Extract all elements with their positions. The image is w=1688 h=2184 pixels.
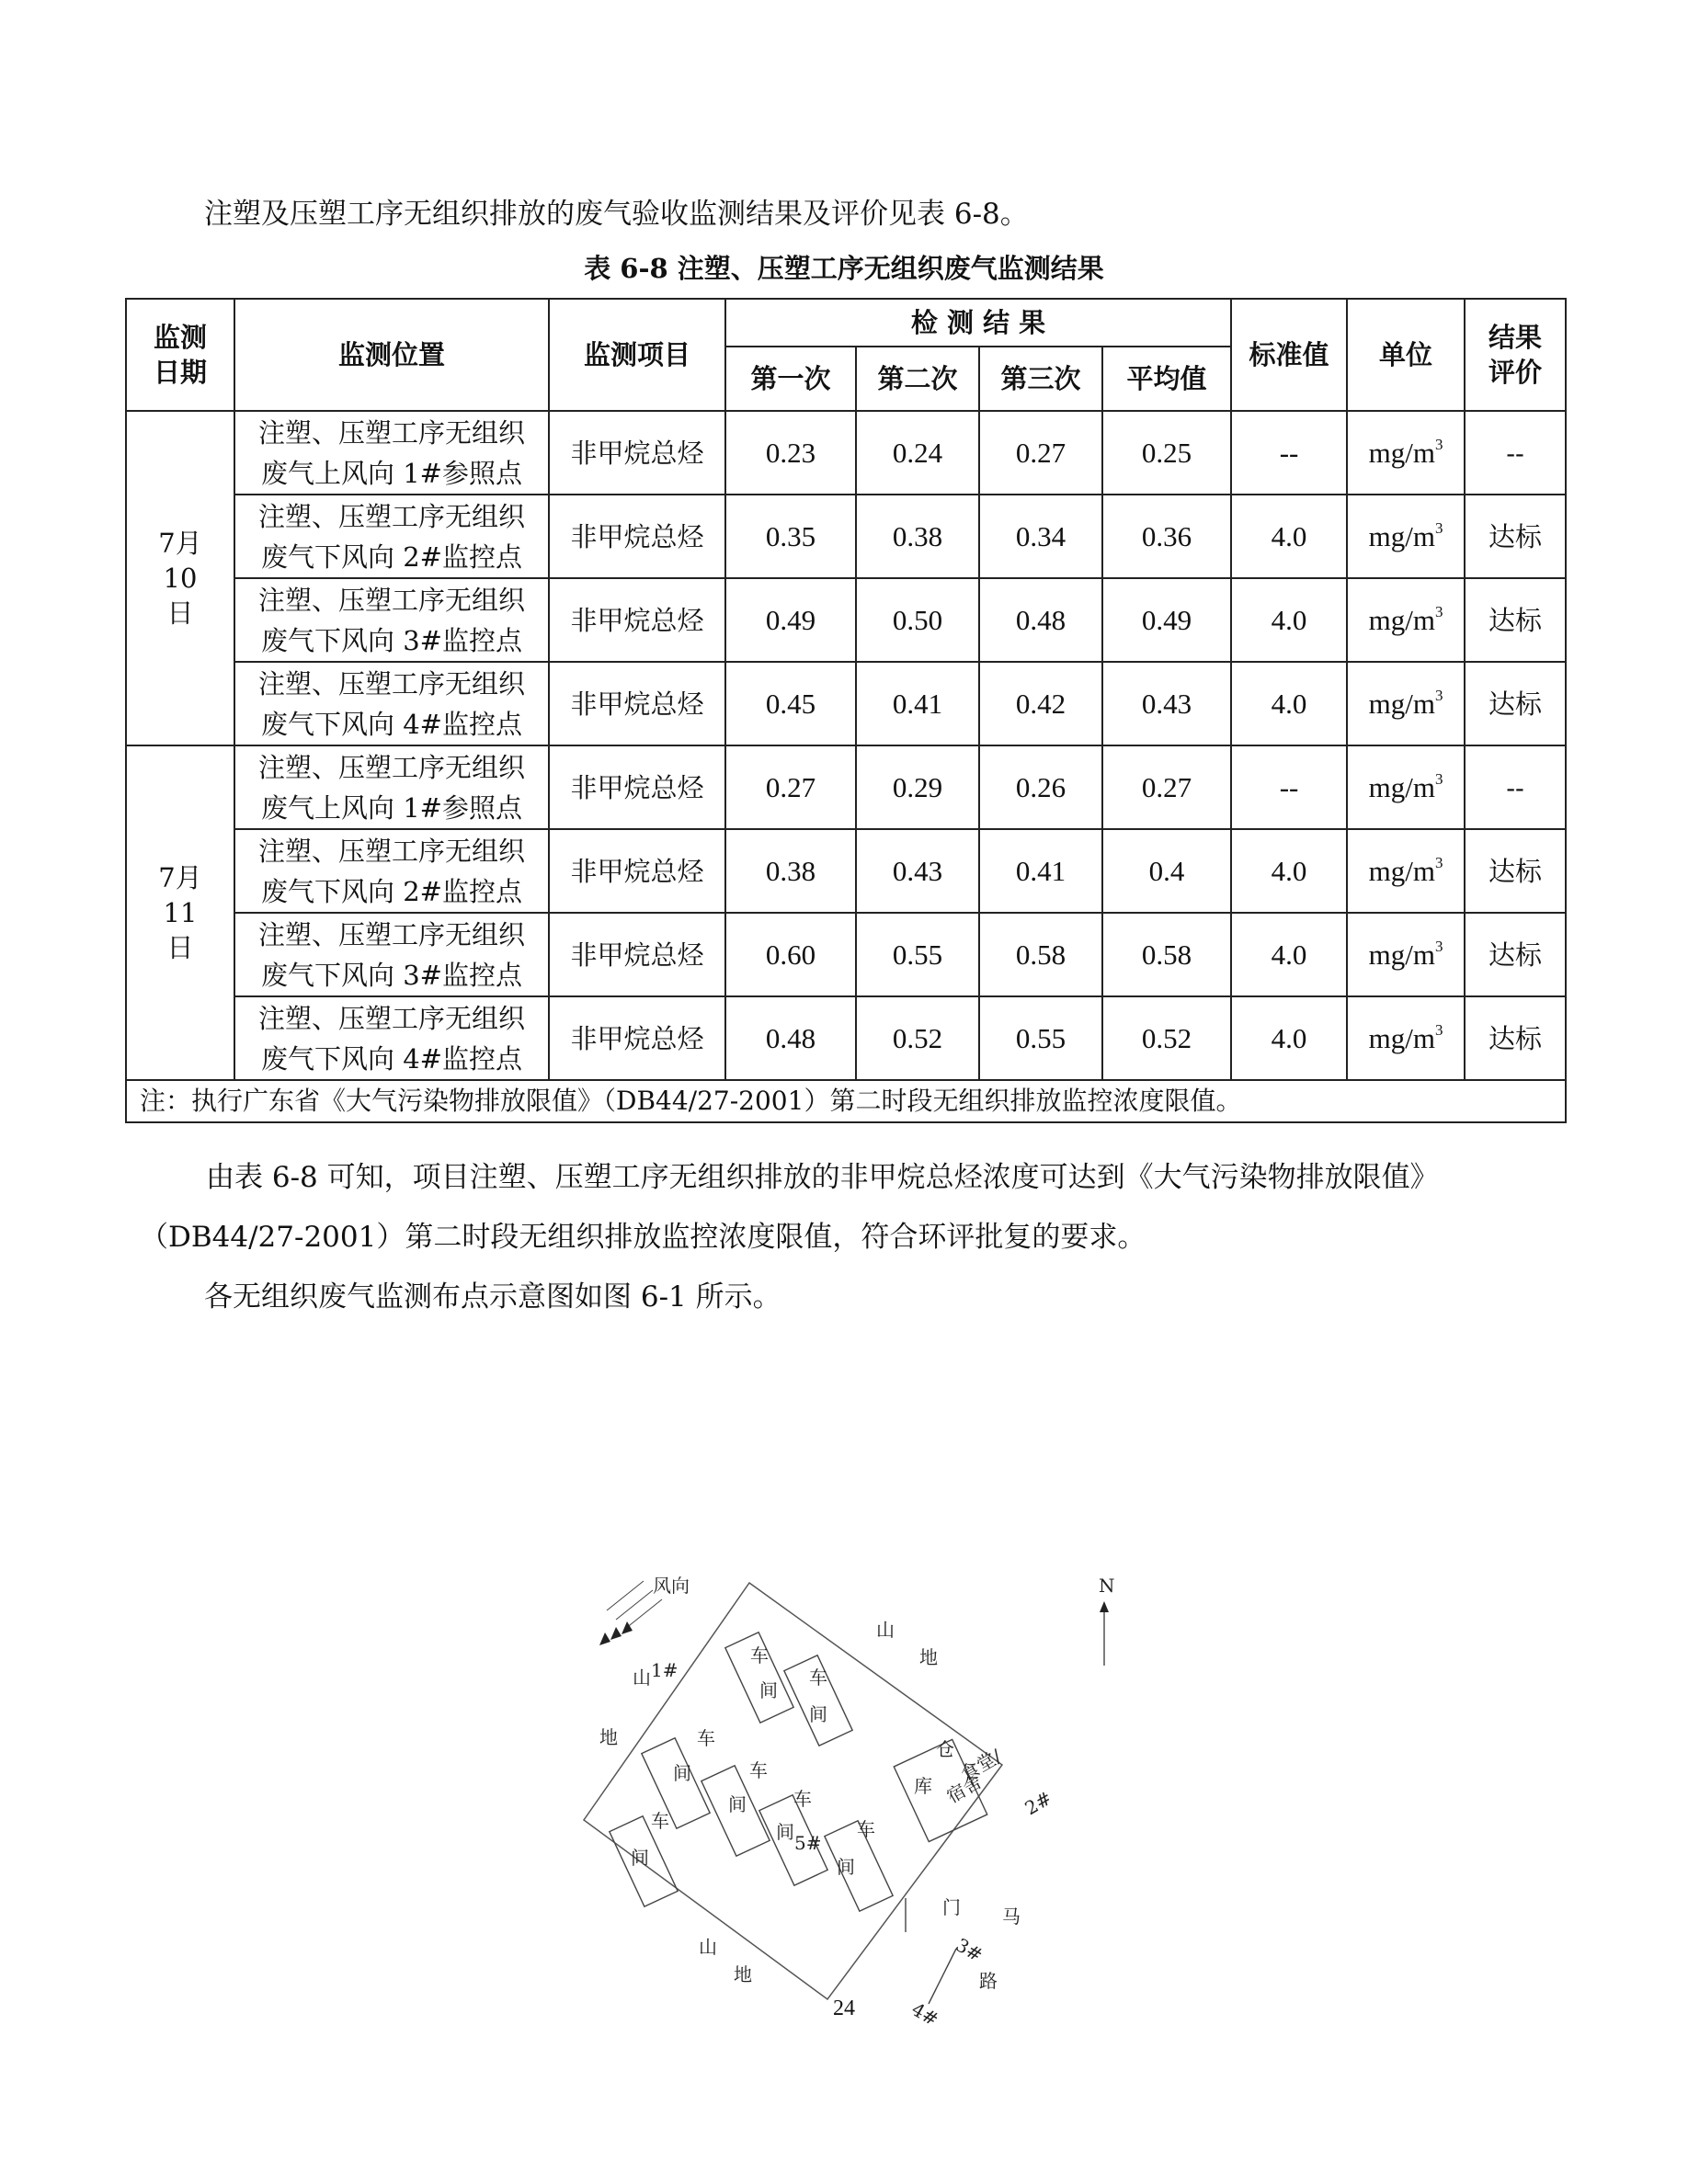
unit-text: mg/m bbox=[1368, 603, 1435, 636]
third-value-cell: 0.27 bbox=[979, 411, 1102, 495]
warehouse-b: 库 bbox=[914, 1775, 932, 1797]
unit-superscript: 3 bbox=[1434, 1020, 1443, 1039]
point-3-label: 3# bbox=[952, 1933, 987, 1967]
position-cell bbox=[234, 745, 549, 829]
unit-superscript: 3 bbox=[1434, 769, 1443, 788]
unit-superscript: 3 bbox=[1434, 853, 1443, 871]
position-line-2: 废气下风向 3#监控点 bbox=[261, 959, 522, 991]
position-line-2: 废气下风向 4#监控点 bbox=[261, 708, 522, 740]
first-value-cell: 0.27 bbox=[725, 745, 856, 829]
point-4-label: 4# bbox=[907, 1997, 943, 2031]
table-caption: 表 6-8 注塑、压塑工序无组织废气监测结果 bbox=[584, 253, 1104, 284]
position-line-2: 废气上风向 1#参照点 bbox=[261, 457, 522, 489]
page-number: 24 bbox=[833, 1996, 855, 2020]
first-value-cell: 0.48 bbox=[725, 996, 856, 1080]
point-5-label: 5# bbox=[794, 1832, 822, 1854]
evaluation-cell: -- bbox=[1465, 745, 1566, 829]
unit-superscript: 3 bbox=[1434, 435, 1443, 453]
mountain-label-1: 山 bbox=[633, 1666, 651, 1689]
first-value-cell: 0.45 bbox=[725, 662, 856, 745]
unit-cell bbox=[1347, 578, 1465, 662]
header-evaluation: 结果评价 bbox=[1465, 299, 1566, 411]
unit-text: mg/m bbox=[1368, 687, 1435, 720]
position-line-1: 注塑、压塑工序无组织 bbox=[257, 584, 525, 616]
item-cell: 非甲烷总烃 bbox=[549, 578, 725, 662]
third-value-cell: 0.55 bbox=[979, 996, 1102, 1080]
date-cell: 7月11日 bbox=[126, 745, 234, 1080]
position-line-1: 注塑、压塑工序无组织 bbox=[257, 500, 525, 532]
unit-cell bbox=[1347, 495, 1465, 578]
road-label-a: 马 bbox=[1002, 1905, 1021, 1928]
first-value-cell: 0.49 bbox=[725, 578, 856, 662]
average-cell: 0.58 bbox=[1102, 913, 1231, 996]
workshop-3-a: 车 bbox=[697, 1727, 715, 1749]
standard-cell: 4.0 bbox=[1231, 662, 1347, 745]
third-value-cell: 0.34 bbox=[979, 495, 1102, 578]
road-label-b: 路 bbox=[979, 1970, 998, 1992]
position-cell bbox=[234, 996, 549, 1080]
second-value-cell: 0.55 bbox=[856, 913, 979, 996]
standard-cell: 4.0 bbox=[1231, 495, 1347, 578]
header-third: 第三次 bbox=[979, 347, 1102, 411]
position-line-2: 废气下风向 2#监控点 bbox=[261, 875, 522, 907]
item-cell: 非甲烷总烃 bbox=[549, 495, 725, 578]
note-row bbox=[126, 1080, 1566, 1122]
average-cell: 0.36 bbox=[1102, 495, 1231, 578]
second-value-cell: 0.50 bbox=[856, 578, 979, 662]
header-item: 监测项目 bbox=[549, 299, 725, 411]
average-cell: 0.25 bbox=[1102, 411, 1231, 495]
header-standard: 标准值 bbox=[1231, 299, 1347, 411]
workshop-1-b: 间 bbox=[759, 1679, 778, 1701]
position-line-2: 废气下风向 4#监控点 bbox=[261, 1042, 522, 1075]
unit-superscript: 3 bbox=[1434, 518, 1443, 537]
workshop-2-b: 间 bbox=[809, 1703, 827, 1725]
unit-superscript: 3 bbox=[1434, 602, 1443, 620]
item-cell: 非甲烷总烃 bbox=[549, 913, 725, 996]
unit-cell bbox=[1347, 913, 1465, 996]
unit-text: mg/m bbox=[1368, 1021, 1435, 1054]
wind-arrow-icon-2 bbox=[610, 1627, 622, 1640]
second-value-cell: 0.29 bbox=[856, 745, 979, 829]
unit-cell bbox=[1347, 745, 1465, 829]
position-line-1: 注塑、压塑工序无组织 bbox=[257, 918, 525, 950]
workshop-5-a: 车 bbox=[793, 1788, 812, 1810]
third-value-cell: 0.42 bbox=[979, 662, 1102, 745]
position-line-1: 注塑、压塑工序无组织 bbox=[257, 751, 525, 783]
standard-cell: 4.0 bbox=[1231, 578, 1347, 662]
position-line-1: 注塑、压塑工序无组织 bbox=[257, 835, 525, 867]
unit-text: mg/m bbox=[1368, 436, 1435, 469]
standard-cell: 4.0 bbox=[1231, 996, 1347, 1080]
standard-cell: 4.0 bbox=[1231, 829, 1347, 913]
position-cell bbox=[234, 578, 549, 662]
canteen-b: 宿舍 bbox=[942, 1769, 987, 1808]
wind-label: 风向 bbox=[653, 1575, 690, 1597]
road-line bbox=[929, 1949, 956, 2004]
evaluation-cell: 达标 bbox=[1465, 913, 1566, 996]
unit-text: mg/m bbox=[1368, 519, 1435, 552]
position-line-2: 废气上风向 1#参照点 bbox=[261, 791, 522, 824]
workshop-7-a: 车 bbox=[651, 1810, 669, 1832]
header-first: 第一次 bbox=[725, 347, 856, 411]
table-row bbox=[126, 829, 1566, 913]
table-row bbox=[126, 411, 1566, 495]
evaluation-cell: 达标 bbox=[1465, 829, 1566, 913]
item-cell: 非甲烷总烃 bbox=[549, 745, 725, 829]
gate-label: 门 bbox=[942, 1896, 961, 1918]
workshop-3-b: 间 bbox=[673, 1762, 691, 1784]
mountain-label-2: 山 bbox=[876, 1619, 895, 1641]
evaluation-cell: 达标 bbox=[1465, 495, 1566, 578]
header-results: 检 测 结 果 bbox=[725, 299, 1231, 347]
header-second: 第二次 bbox=[856, 347, 979, 411]
workshop-1-a: 车 bbox=[750, 1644, 769, 1666]
item-cell: 非甲烷总烃 bbox=[549, 662, 725, 745]
wind-arrow-icon-1 bbox=[599, 1632, 610, 1645]
item-cell: 非甲烷总烃 bbox=[549, 996, 725, 1080]
position-cell bbox=[234, 411, 549, 495]
workshop-6-a: 车 bbox=[857, 1818, 875, 1840]
third-value-cell: 0.48 bbox=[979, 578, 1102, 662]
position-cell bbox=[234, 662, 549, 745]
first-value-cell: 0.35 bbox=[725, 495, 856, 578]
table-row bbox=[126, 745, 1566, 829]
conclusion-paragraph: 由表 6-8 可知，项目注塑、压塑工序无组织排放的非甲烷总烃浓度可达到《大气污染物排放限值》（DB44/27-2001）第二时段无组织排放监控浓度限值，符合环评批复的要求。 bbox=[140, 1161, 1439, 1254]
point-1-label: 1# bbox=[651, 1659, 679, 1681]
header-position: 监测位置 bbox=[234, 299, 549, 411]
header-row bbox=[126, 299, 1566, 347]
position-cell bbox=[234, 495, 549, 578]
table-note: 注：执行广东省《大气污染物排放限值》（DB44/27-2001）第二时段无组织排放监控浓度限值。 bbox=[126, 1080, 1566, 1122]
header-average: 平均值 bbox=[1102, 347, 1231, 411]
figure-intro-paragraph: 各无组织废气监测布点示意图如图 6-1 所示。 bbox=[204, 1280, 781, 1314]
workshop-6-b: 间 bbox=[837, 1856, 855, 1878]
table-row bbox=[126, 578, 1566, 662]
workshop-4-a: 车 bbox=[749, 1759, 768, 1781]
position-cell bbox=[234, 829, 549, 913]
canteen-a: 食堂/ bbox=[956, 1745, 1005, 1786]
wind-line-2 bbox=[616, 1590, 653, 1620]
land-label-3: 地 bbox=[734, 1963, 752, 1985]
evaluation-cell: 达标 bbox=[1465, 578, 1566, 662]
table-row bbox=[126, 495, 1566, 578]
evaluation-cell: 达标 bbox=[1465, 996, 1566, 1080]
table-row bbox=[126, 662, 1566, 745]
table-row bbox=[126, 996, 1566, 1080]
unit-text: mg/m bbox=[1368, 770, 1435, 803]
second-value-cell: 0.52 bbox=[856, 996, 979, 1080]
third-value-cell: 0.26 bbox=[979, 745, 1102, 829]
header-unit: 单位 bbox=[1347, 299, 1465, 411]
position-line-1: 注塑、压塑工序无组织 bbox=[257, 667, 525, 700]
second-value-cell: 0.24 bbox=[856, 411, 979, 495]
date-cell: 7月10日 bbox=[126, 411, 234, 745]
position-line-1: 注塑、压塑工序无组织 bbox=[257, 416, 525, 449]
second-value-cell: 0.41 bbox=[856, 662, 979, 745]
position-line-1: 注塑、压塑工序无组织 bbox=[257, 1002, 525, 1034]
workshop-7-b: 间 bbox=[631, 1847, 649, 1869]
unit-superscript: 3 bbox=[1434, 686, 1443, 704]
point-2-label: 2# bbox=[1021, 1786, 1056, 1820]
second-value-cell: 0.38 bbox=[856, 495, 979, 578]
second-value-cell: 0.43 bbox=[856, 829, 979, 913]
position-line-2: 废气下风向 3#监控点 bbox=[261, 624, 522, 656]
first-value-cell: 0.60 bbox=[725, 913, 856, 996]
unit-cell bbox=[1347, 662, 1465, 745]
unit-cell bbox=[1347, 829, 1465, 913]
item-cell: 非甲烷总烃 bbox=[549, 411, 725, 495]
standard-cell: -- bbox=[1231, 411, 1347, 495]
unit-superscript: 3 bbox=[1434, 937, 1443, 955]
unit-text: mg/m bbox=[1368, 938, 1435, 971]
average-cell: 0.4 bbox=[1102, 829, 1231, 913]
evaluation-cell: -- bbox=[1465, 411, 1566, 495]
mountain-label-3: 山 bbox=[699, 1936, 717, 1958]
third-value-cell: 0.41 bbox=[979, 829, 1102, 913]
unit-cell bbox=[1347, 996, 1465, 1080]
intro-paragraph: 注塑及压塑工序无组织排放的废气验收监测结果及评价见表 6-8。 bbox=[204, 198, 1029, 231]
average-cell: 0.52 bbox=[1102, 996, 1231, 1080]
table-row bbox=[126, 913, 1566, 996]
average-cell: 0.27 bbox=[1102, 745, 1231, 829]
header-date: 监测日期 bbox=[126, 299, 234, 411]
item-cell: 非甲烷总烃 bbox=[549, 829, 725, 913]
first-value-cell: 0.23 bbox=[725, 411, 856, 495]
land-label-1: 地 bbox=[599, 1726, 618, 1748]
wind-arrow-icon-3 bbox=[622, 1621, 633, 1634]
north-label: N bbox=[1099, 1575, 1115, 1597]
standard-cell: -- bbox=[1231, 745, 1347, 829]
monitoring-layout-diagram bbox=[515, 1563, 1158, 2041]
warehouse-a: 仓 bbox=[936, 1738, 954, 1760]
average-cell: 0.49 bbox=[1102, 578, 1231, 662]
workshop-4-b: 间 bbox=[728, 1793, 747, 1815]
third-value-cell: 0.58 bbox=[979, 913, 1102, 996]
north-arrow-icon bbox=[1100, 1601, 1109, 1612]
wind-line-1 bbox=[607, 1581, 644, 1610]
position-line-2: 废气下风向 2#监控点 bbox=[261, 540, 522, 573]
first-value-cell: 0.38 bbox=[725, 829, 856, 913]
unit-text: mg/m bbox=[1368, 854, 1435, 887]
evaluation-cell: 达标 bbox=[1465, 662, 1566, 745]
standard-cell: 4.0 bbox=[1231, 913, 1347, 996]
workshop-5-b: 间 bbox=[776, 1821, 794, 1843]
wind-line-3 bbox=[625, 1599, 662, 1629]
land-label-2: 地 bbox=[919, 1646, 938, 1668]
unit-cell bbox=[1347, 411, 1465, 495]
position-cell bbox=[234, 913, 549, 996]
workshop-2-a: 车 bbox=[809, 1666, 827, 1689]
average-cell: 0.43 bbox=[1102, 662, 1231, 745]
monitoring-results-table bbox=[125, 298, 1567, 1123]
